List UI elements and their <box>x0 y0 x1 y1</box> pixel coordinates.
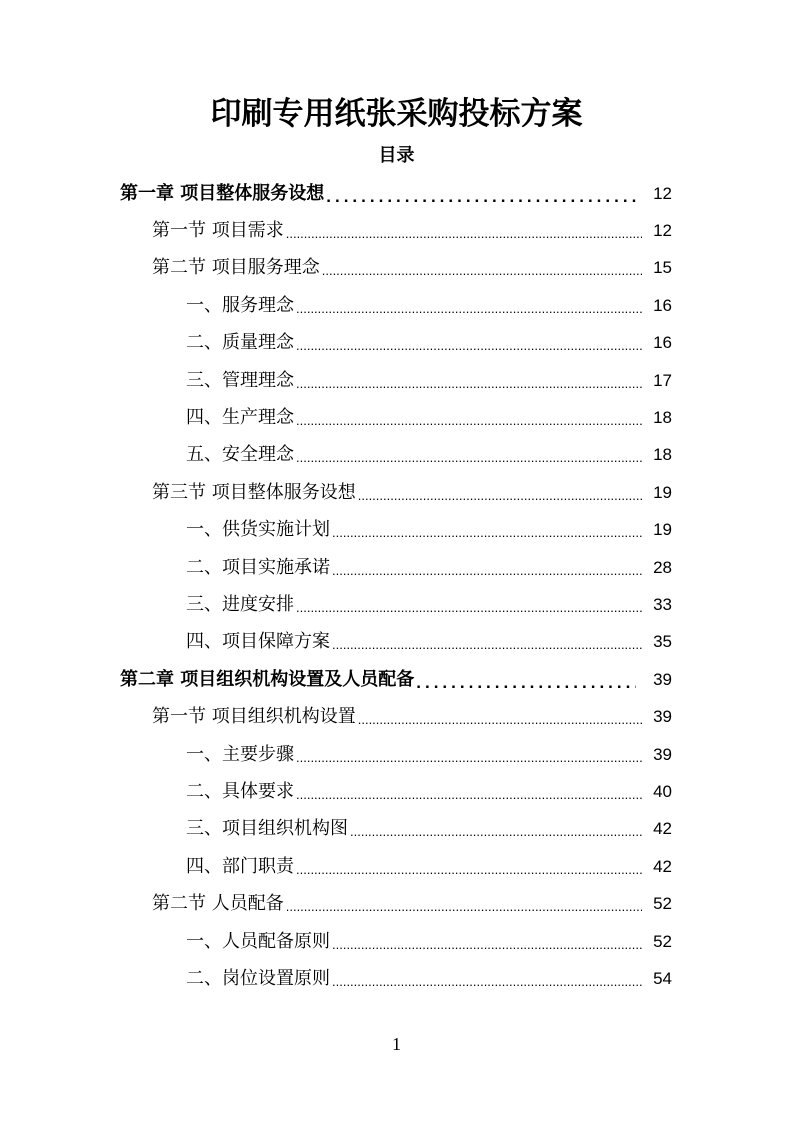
toc-dot-leader <box>296 333 642 359</box>
toc-dot-leader <box>296 595 642 621</box>
toc-dot-leader <box>358 707 642 733</box>
toc-entry-page: 42 <box>653 856 672 876</box>
toc-section-entry[interactable] <box>0 474 793 511</box>
toc-entry-label: 第二节 项目服务理念 <box>152 257 320 279</box>
toc-chapter-entry[interactable] <box>0 175 793 212</box>
toc-entry-label: 三、管理理念 <box>186 369 294 391</box>
toc-entry-page: 18 <box>653 445 672 465</box>
toc-subsection-entry[interactable] <box>0 399 793 436</box>
toc-subsection-entry[interactable] <box>0 811 793 848</box>
toc-entry-page: 15 <box>653 258 672 278</box>
toc-subsection-entry[interactable] <box>0 287 793 324</box>
toc-entry-label: 一、人员配备原则 <box>186 930 330 952</box>
toc-subsection-entry[interactable] <box>0 362 793 399</box>
toc-entry-page: 12 <box>653 183 672 203</box>
page-number: 1 <box>392 1034 401 1054</box>
toc-dot-leader <box>286 894 642 920</box>
toc-dot-leader <box>332 969 642 995</box>
toc-entry-label: 二、质量理念 <box>186 332 294 354</box>
toc-subsection-entry[interactable] <box>0 325 793 362</box>
toc-dot-leader <box>358 483 642 509</box>
toc-entry-page: 28 <box>653 557 672 577</box>
toc-entry-label: 五、安全理念 <box>186 444 294 466</box>
toc-subsection-entry[interactable] <box>0 586 793 623</box>
toc-section-entry[interactable] <box>0 250 793 287</box>
toc-entry-page: 39 <box>653 744 672 764</box>
toc-dot-leader <box>296 408 642 434</box>
toc-dot-leader <box>296 782 642 808</box>
toc-entry-label: 二、项目实施承诺 <box>186 556 330 578</box>
toc-entry-label: 第一章 项目整体服务设想 <box>120 182 325 204</box>
toc-subsection-entry[interactable] <box>0 437 793 474</box>
toc-entry-page: 52 <box>653 931 672 951</box>
toc-subsection-entry[interactable] <box>0 848 793 885</box>
toc-section-entry[interactable] <box>0 885 793 922</box>
toc-dot-leader <box>332 558 642 584</box>
document-title: 印刷专用纸张采购投标方案 <box>210 96 583 132</box>
toc-entry-label: 三、进度安排 <box>186 593 294 615</box>
toc-dot-leader <box>296 857 642 883</box>
toc-dot-leader <box>416 670 636 696</box>
toc-entry-label: 一、主要步骤 <box>186 743 294 765</box>
toc-entry-page: 42 <box>653 819 672 839</box>
toc-entry-label: 第二节 人员配备 <box>152 893 284 915</box>
toc-dot-leader <box>332 520 642 546</box>
toc-dot-leader <box>350 819 642 845</box>
table-of-contents <box>0 175 793 998</box>
toc-subsection-entry[interactable] <box>0 549 793 586</box>
toc-entry-label: 第一节 项目组织机构设置 <box>152 706 356 728</box>
toc-subsection-entry[interactable] <box>0 736 793 773</box>
toc-dot-leader <box>326 184 636 210</box>
toc-dot-leader <box>332 932 642 958</box>
toc-entry-page: 54 <box>653 968 672 988</box>
toc-entry-page: 19 <box>653 482 672 502</box>
toc-section-entry[interactable] <box>0 212 793 249</box>
toc-dot-leader <box>286 221 642 247</box>
toc-entry-label: 第一节 项目需求 <box>152 220 284 242</box>
toc-section-entry[interactable] <box>0 698 793 735</box>
toc-dot-leader <box>322 258 642 284</box>
toc-subsection-entry[interactable] <box>0 923 793 960</box>
toc-dot-leader <box>296 371 642 397</box>
toc-entry-page: 17 <box>653 370 672 390</box>
toc-entry-page: 40 <box>653 781 672 801</box>
toc-dot-leader <box>296 296 642 322</box>
toc-entry-page: 33 <box>653 594 672 614</box>
toc-entry-page: 39 <box>653 669 672 689</box>
toc-entry-label: 四、部门职责 <box>186 855 294 877</box>
toc-heading: 目录 <box>378 145 415 166</box>
toc-entry-page: 35 <box>653 632 672 652</box>
toc-entry-label: 一、供货实施计划 <box>186 519 330 541</box>
toc-dot-leader <box>332 632 642 658</box>
toc-entry-label: 四、生产理念 <box>186 407 294 429</box>
toc-entry-label: 二、具体要求 <box>186 780 294 802</box>
toc-subsection-entry[interactable] <box>0 624 793 661</box>
toc-entry-label: 第三节 项目整体服务设想 <box>152 481 356 503</box>
toc-entry-page: 12 <box>653 221 672 241</box>
toc-dot-leader <box>296 445 642 471</box>
toc-subsection-entry[interactable] <box>0 773 793 810</box>
toc-subsection-entry[interactable] <box>0 960 793 997</box>
toc-entry-label: 四、项目保障方案 <box>186 631 330 653</box>
toc-entry-page: 39 <box>653 707 672 727</box>
toc-entry-page: 18 <box>653 408 672 428</box>
toc-subsection-entry[interactable] <box>0 512 793 549</box>
toc-entry-label: 三、项目组织机构图 <box>186 818 348 840</box>
toc-entry-label: 一、服务理念 <box>186 294 294 316</box>
toc-entry-label: 二、岗位设置原则 <box>186 967 330 989</box>
toc-entry-page: 16 <box>653 333 672 353</box>
toc-dot-leader <box>296 745 642 771</box>
toc-chapter-entry[interactable] <box>0 661 793 698</box>
toc-entry-page: 16 <box>653 295 672 315</box>
toc-entry-label: 第二章 项目组织机构设置及人员配备 <box>120 668 415 690</box>
toc-entry-page: 52 <box>653 894 672 914</box>
toc-entry-page: 19 <box>653 520 672 540</box>
